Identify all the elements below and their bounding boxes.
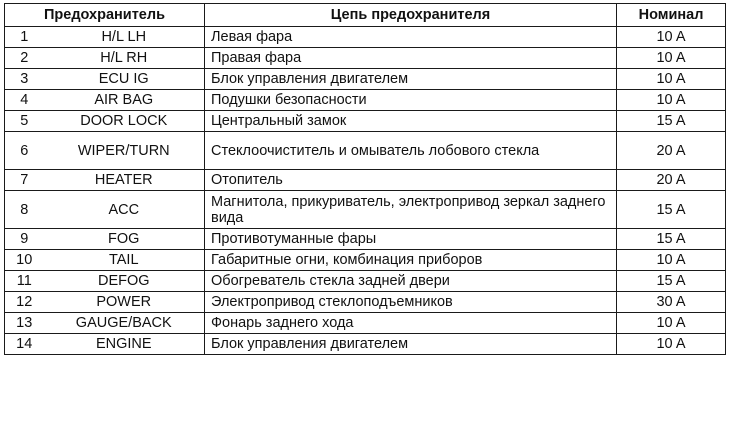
fuse-code: ENGINE xyxy=(44,334,205,355)
table-row xyxy=(5,292,726,313)
fuse-code: WIPER/TURN xyxy=(44,132,205,170)
table-row xyxy=(5,334,726,355)
table-row xyxy=(5,313,726,334)
fuse-circuit: Блок управления двигателем xyxy=(205,69,617,90)
table-row xyxy=(5,170,726,191)
fuse-code: GAUGE/BACK xyxy=(44,313,205,334)
fuse-code: POWER xyxy=(44,292,205,313)
fuse-circuit: Левая фара xyxy=(205,27,617,48)
fuse-rating: 20 A xyxy=(617,170,726,191)
fuse-rating: 20 A xyxy=(617,132,726,170)
fuse-number: 2 xyxy=(5,48,44,69)
fuse-circuit: Противотуманные фары xyxy=(205,229,617,250)
fuse-number: 13 xyxy=(5,313,44,334)
fuse-rating: 10 A xyxy=(617,250,726,271)
fuse-number: 7 xyxy=(5,170,44,191)
fuse-number: 1 xyxy=(5,27,44,48)
fuse-code: DEFOG xyxy=(44,271,205,292)
fuse-number: 14 xyxy=(5,334,44,355)
table-row xyxy=(5,191,726,229)
fuse-circuit: Блок управления двигателем xyxy=(205,334,617,355)
fuse-circuit: Подушки безопасности xyxy=(205,90,617,111)
fuse-circuit: Отопитель xyxy=(205,170,617,191)
fuse-code: ECU IG xyxy=(44,69,205,90)
table-row xyxy=(5,111,726,132)
fuse-rating: 15 A xyxy=(617,229,726,250)
table-row xyxy=(5,69,726,90)
fuse-circuit: Фонарь заднего хода xyxy=(205,313,617,334)
table-row xyxy=(5,229,726,250)
header-circuit: Цепь предохранителя xyxy=(205,4,617,27)
fuse-circuit: Обогреватель стекла задней двери xyxy=(205,271,617,292)
fuse-rating: 15 A xyxy=(617,271,726,292)
fuse-code: HEATER xyxy=(44,170,205,191)
fuse-code: ACC xyxy=(44,191,205,229)
header-rating: Номинал xyxy=(617,4,726,27)
fuse-rating: 10 A xyxy=(617,313,726,334)
fuse-number: 11 xyxy=(5,271,44,292)
fuse-circuit: Габаритные огни, комбинация приборов xyxy=(205,250,617,271)
table-row xyxy=(5,90,726,111)
fuse-rating: 10 A xyxy=(617,334,726,355)
table-row xyxy=(5,132,726,170)
fuse-number: 9 xyxy=(5,229,44,250)
fuse-rating: 15 A xyxy=(617,191,726,229)
fuse-number: 6 xyxy=(5,132,44,170)
fuse-table-container xyxy=(4,3,725,355)
fuse-code: FOG xyxy=(44,229,205,250)
fuse-rating: 30 A xyxy=(617,292,726,313)
fuse-circuit: Стеклоочиститель и омыватель лобового стекла xyxy=(205,132,617,170)
table-row xyxy=(5,27,726,48)
fuse-code: AIR BAG xyxy=(44,90,205,111)
fuse-number: 10 xyxy=(5,250,44,271)
fuse-table xyxy=(4,3,726,355)
fuse-rating: 10 A xyxy=(617,69,726,90)
fuse-code: H/L RH xyxy=(44,48,205,69)
fuse-circuit: Правая фара xyxy=(205,48,617,69)
fuse-circuit: Магнитола, прикуриватель, электропривод зеркал заднего вида xyxy=(205,191,617,229)
fuse-rating: 10 A xyxy=(617,27,726,48)
header-fuse: Предохранитель xyxy=(5,4,205,27)
table-row xyxy=(5,271,726,292)
fuse-number: 4 xyxy=(5,90,44,111)
fuse-circuit: Центральный замок xyxy=(205,111,617,132)
fuse-code: TAIL xyxy=(44,250,205,271)
table-row xyxy=(5,48,726,69)
fuse-rating: 15 A xyxy=(617,111,726,132)
fuse-number: 12 xyxy=(5,292,44,313)
fuse-rating: 10 A xyxy=(617,48,726,69)
fuse-number: 8 xyxy=(5,191,44,229)
fuse-circuit: Электропривод стеклоподъемников xyxy=(205,292,617,313)
table-row xyxy=(5,250,726,271)
table-header-row xyxy=(5,4,726,27)
fuse-code: H/L LH xyxy=(44,27,205,48)
fuse-number: 3 xyxy=(5,69,44,90)
fuse-code: DOOR LOCK xyxy=(44,111,205,132)
fuse-rating: 10 A xyxy=(617,90,726,111)
fuse-number: 5 xyxy=(5,111,44,132)
